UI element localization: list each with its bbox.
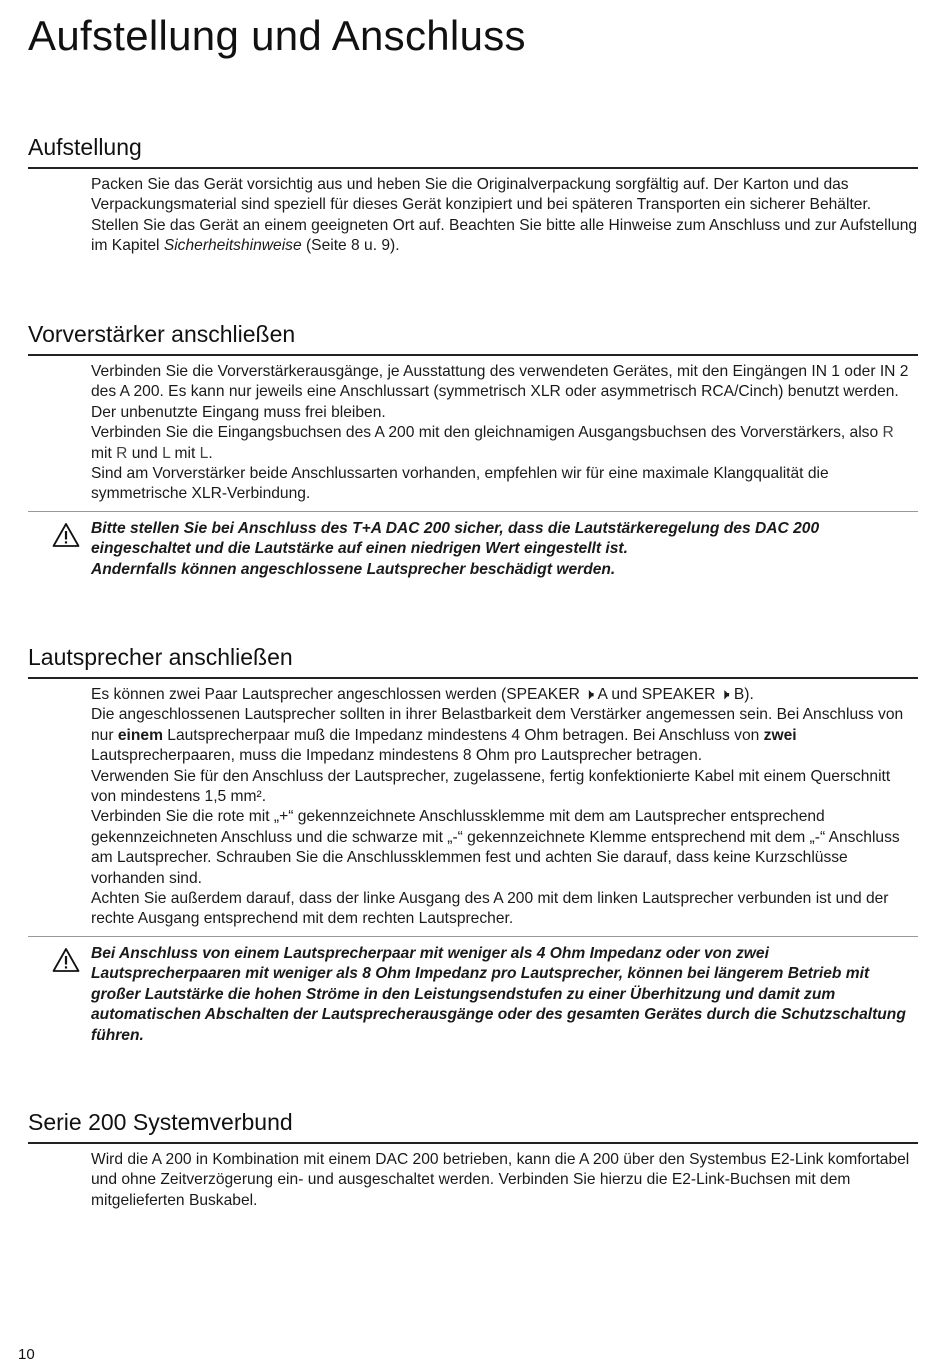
emphasis: zwei xyxy=(763,726,797,744)
page-number: 10 xyxy=(18,1346,35,1363)
channel-label: R xyxy=(116,444,128,462)
text-run: Die angeschlossenen Lautsprecher sollten in ihrer Belastbarkeit dem Verstärker angemessen sein. Bei Anschluss von nur xyxy=(91,706,904,744)
text-run: Lautsprecherpaar muß die Impedanz mindestens 4 Ohm betragen. Bei Anschluss von xyxy=(162,726,764,744)
paragraph: Verwenden Sie für den Anschluss der Lautsprecher, zugelassene, fertig konfektionierte Kabel mit einem Querschnitt von mindestens 1,5 mm². xyxy=(91,767,891,806)
section-heading: Lautsprecher anschließen xyxy=(28,644,918,679)
emphasis: einem xyxy=(117,726,163,744)
section-heading: Aufstellung xyxy=(28,134,918,169)
paragraph xyxy=(91,705,918,766)
paragraph: Sind am Vorverstärker beide Anschlussarten vorhanden, empfehlen wir für eine maximale Klangqualität die symmetrische XLR-Verbindung. xyxy=(91,465,829,503)
warning-triangle-icon xyxy=(52,522,80,548)
text-run: Lautsprecherpaaren, muss die Impedanz mindestens 8 Ohm pro Lautsprecher betragen. xyxy=(91,747,703,765)
paragraph: Verbinden Sie die Vorverstärkerausgänge, je Ausstattung des verwendeten Gerätes, mit den Eingängen IN 1 oder IN 2 des A 200. Es kann nur jeweils eine Anschlussart (symmetrisch XLR oder asymmetrisch RCA/Cinch) benutzt werden. Der unbenutzte Eingang muss frei bleiben. xyxy=(91,363,909,421)
text-run: Packen Sie das Gerät vorsichtig aus und heben Sie die Originalverpackung sorgfältig auf. Der Karton und das Verpackungsmaterial sind speziell für dieses Gerät konzipiert und bei späteren Transporten ein sicherer Behälter. Stellen Sie das Gerät an einem geeigneten Ort auf. Beachten Sie bitte alle Hinweise zum Anschluss und zur Aufstellung im Kapitel xyxy=(91,176,918,255)
warning-paragraph: Bei Anschluss von einem Lautsprecherpaar mit weniger als 4 Ohm Impedanz oder von zwei Lautsprecherpaaren mit weniger als 8 Ohm Impedanz pro Lautsprecher, können bei längerem Betrieb mit großer Lautstärke die hohen Ströme in den Leistungsendstufen zu einer Überhitzung und damit zum automatischen Abschalten der Lautsprecherausgänge oder des gesamten Gerätes durch die Schutzschaltung führen. xyxy=(91,944,906,1044)
text-run: . xyxy=(208,444,213,462)
channel-label: L xyxy=(199,444,209,462)
warning-paragraph: Andernfalls können angeschlossene Lautsprecher beschädigt werden. xyxy=(91,560,616,578)
section-lautsprecher xyxy=(28,644,918,1046)
warning-box xyxy=(28,936,918,1046)
paragraph: Es können zwei Paar Lautsprecher angeschlossen werden (SPEAKER 🕨 A und SPEAKER 🕨 B). xyxy=(91,686,754,703)
section-heading: Serie 200 Systemverbund xyxy=(28,1109,918,1144)
text-run: und xyxy=(127,444,163,462)
section-body xyxy=(91,1150,918,1211)
text-run: mit xyxy=(91,444,117,462)
paragraph xyxy=(91,175,918,257)
section-systemverbund xyxy=(28,1109,918,1211)
warning-box xyxy=(28,511,918,580)
section-body xyxy=(91,362,918,505)
page-title: Aufstellung und Anschluss xyxy=(28,12,526,59)
section-body xyxy=(91,175,918,257)
section-aufstellung xyxy=(28,134,918,257)
section-body xyxy=(91,685,918,930)
warning-paragraph: Bitte stellen Sie bei Anschluss des T+A DAC 200 sicher, dass die Lautstärkeregelung des DAC 200 eingeschaltet und die Lautstärke auf einen niedrigen Wert eingestellt ist. xyxy=(91,519,820,558)
chapter-reference: Sicherheitshinweise xyxy=(163,237,302,255)
text-run: Verbinden Sie die Eingangsbuchsen des A 200 mit den gleichnamigen Ausgangsbuchsen des Vorverstärkers, also xyxy=(91,424,883,442)
paragraph: Verbinden Sie die rote mit „+“ gekennzeichnete Anschlussklemme mit dem am Lautsprecher entsprechend gekennzeichneten Anschluss und die schwarze mit „-“ gekennzeichnete Klemme entsprechend mit dem „-“ Anschluss am Lautsprecher. Schrauben Sie die Anschlussklemmen fest und achten Sie darauf, dass keine Kurzschlüsse vorhanden sind. xyxy=(91,808,900,887)
paragraph xyxy=(91,423,918,464)
text-run: (Seite 8 u. 9). xyxy=(301,237,400,255)
warning-text xyxy=(91,944,918,1046)
warning-triangle-icon xyxy=(52,947,80,973)
warning-text xyxy=(91,519,918,580)
paragraph: Achten Sie außerdem darauf, dass der linke Ausgang des A 200 mit dem linken Lautsprecher verbunden ist und der rechte Ausgang entsprechend mit dem rechten Lautsprecher. xyxy=(91,890,889,928)
section-vorverstaerker xyxy=(28,321,918,580)
channel-label: L xyxy=(162,444,171,462)
section-heading: Vorverstärker anschließen xyxy=(28,321,918,356)
paragraph: Wird die A 200 in Kombination mit einem DAC 200 betrieben, kann die A 200 über den Systembus E2-Link komfortabel und ohne Zeitverzögerung ein- und ausgeschaltet werden. Verbinden Sie hierzu die E2-Link-Buchsen mit dem mitgelieferten Buskabel. xyxy=(91,1151,910,1209)
channel-label: R xyxy=(882,424,894,442)
text-run: mit xyxy=(170,444,200,462)
